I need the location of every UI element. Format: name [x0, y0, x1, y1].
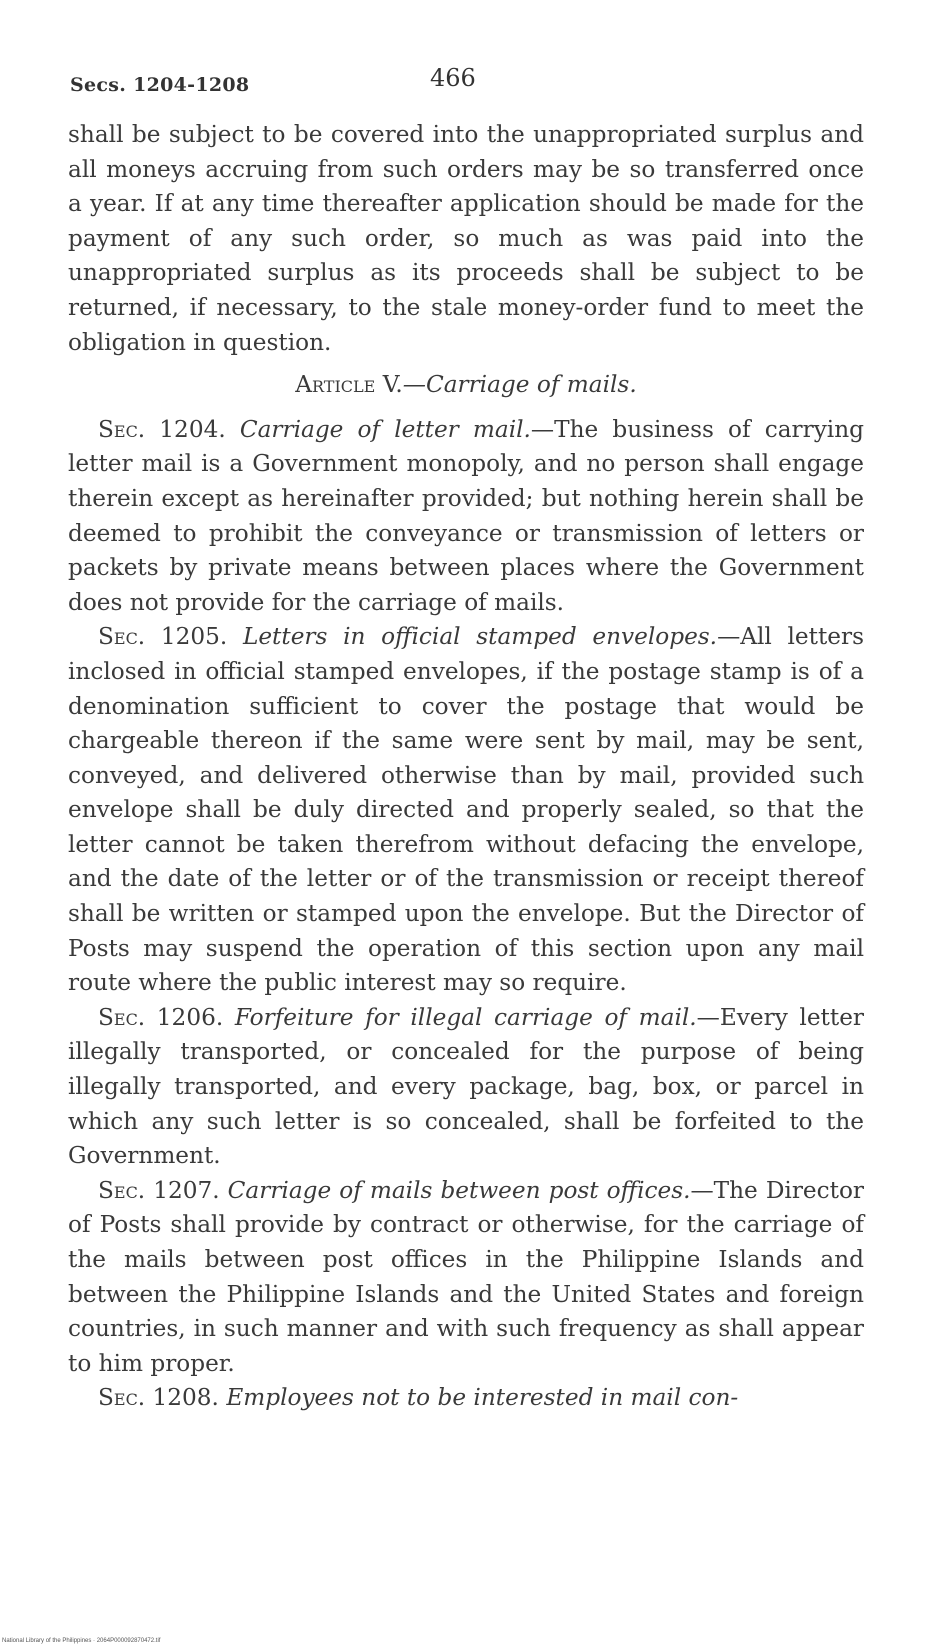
section-heading: Employees not to be interested in mail con-: [226, 1384, 739, 1412]
section-1206: [68, 1001, 864, 1174]
article-heading: [68, 368, 864, 403]
section-label: Sec. 1206.: [98, 1003, 224, 1031]
continued-paragraph: shall be subject to be covered into the unappropriated surplus and all moneys accruing from such orders may be so transferred once a year. If at any time thereafter application should be made for the payment of any such order, so much as was paid into the unappropriated surplus as its proceeds shall be subject to be returned, if necessary, to the stale money-order fund to meet the obligation in question.: [68, 121, 864, 356]
section-range: Secs. 1204-1208: [70, 74, 250, 96]
section-text: —The business of carrying letter mail is a Government monopoly, and no person shall engage therein except as hereinafter provided; but nothing herein shall be deemed to prohibit the conveyance or transmission of letters or packets by private means between places where the Government does not provide for the carriage of mails.: [68, 415, 864, 616]
section-1204: [68, 413, 864, 621]
page-body: [68, 118, 864, 1416]
section-label: Sec. 1208.: [98, 1384, 219, 1412]
section-1208: [68, 1381, 864, 1416]
section-label: Sec. 1204.: [98, 415, 226, 443]
section-heading: Carriage of letter mail.: [239, 415, 531, 443]
article-title: —Carriage of mails.: [402, 371, 637, 399]
page-number: 466: [430, 64, 476, 92]
section-text: —The Director of Posts shall provide by contract or otherwise, for the carriage of the mails between post offices in the Philippine Islands and between the Philippine Islands and the United States and foreign countries, in such manner and with such frequency as shall appear to him proper.: [68, 1176, 864, 1377]
section-text: —All letters inclosed in official stamped envelopes, if the postage stamp is of a denomination sufficient to cover the postage that would be chargeable thereon if the same were sent by mail, may be sent, conveyed, and delivered otherwise than by mail, provided such envelope shall be duly directed and properly sealed, so that the letter cannot be taken therefrom without defacing the envelope, and the date of the letter or of the transmission or receipt thereof shall be written or stamped upon the envelope. But the Director of Posts may suspend the operation of this section upon any mail route where the public interest may so require.: [68, 623, 864, 997]
page-header: [70, 62, 870, 102]
section-heading: Carriage of mails between post offices.: [227, 1176, 691, 1204]
article-label: Article V.: [295, 371, 403, 399]
section-1207: [68, 1174, 864, 1382]
section-heading: Forfeiture for illegal carriage of mail.: [234, 1003, 697, 1031]
section-label: Sec. 1205.: [98, 623, 228, 651]
section-1205: [68, 620, 864, 1001]
section-heading: Letters in official stamped envelopes.: [242, 623, 718, 651]
scan-footer: National Library of the Philippines · 2064P000092870472.tif: [2, 1638, 161, 1644]
section-label: Sec. 1207.: [98, 1176, 220, 1204]
section-text: —Every letter illegally transported, or concealed for the purpose of being illegally transported, and every package, bag, box, or parcel in which any such letter is so concealed, shall be forfeited to the Government.: [68, 1003, 865, 1170]
